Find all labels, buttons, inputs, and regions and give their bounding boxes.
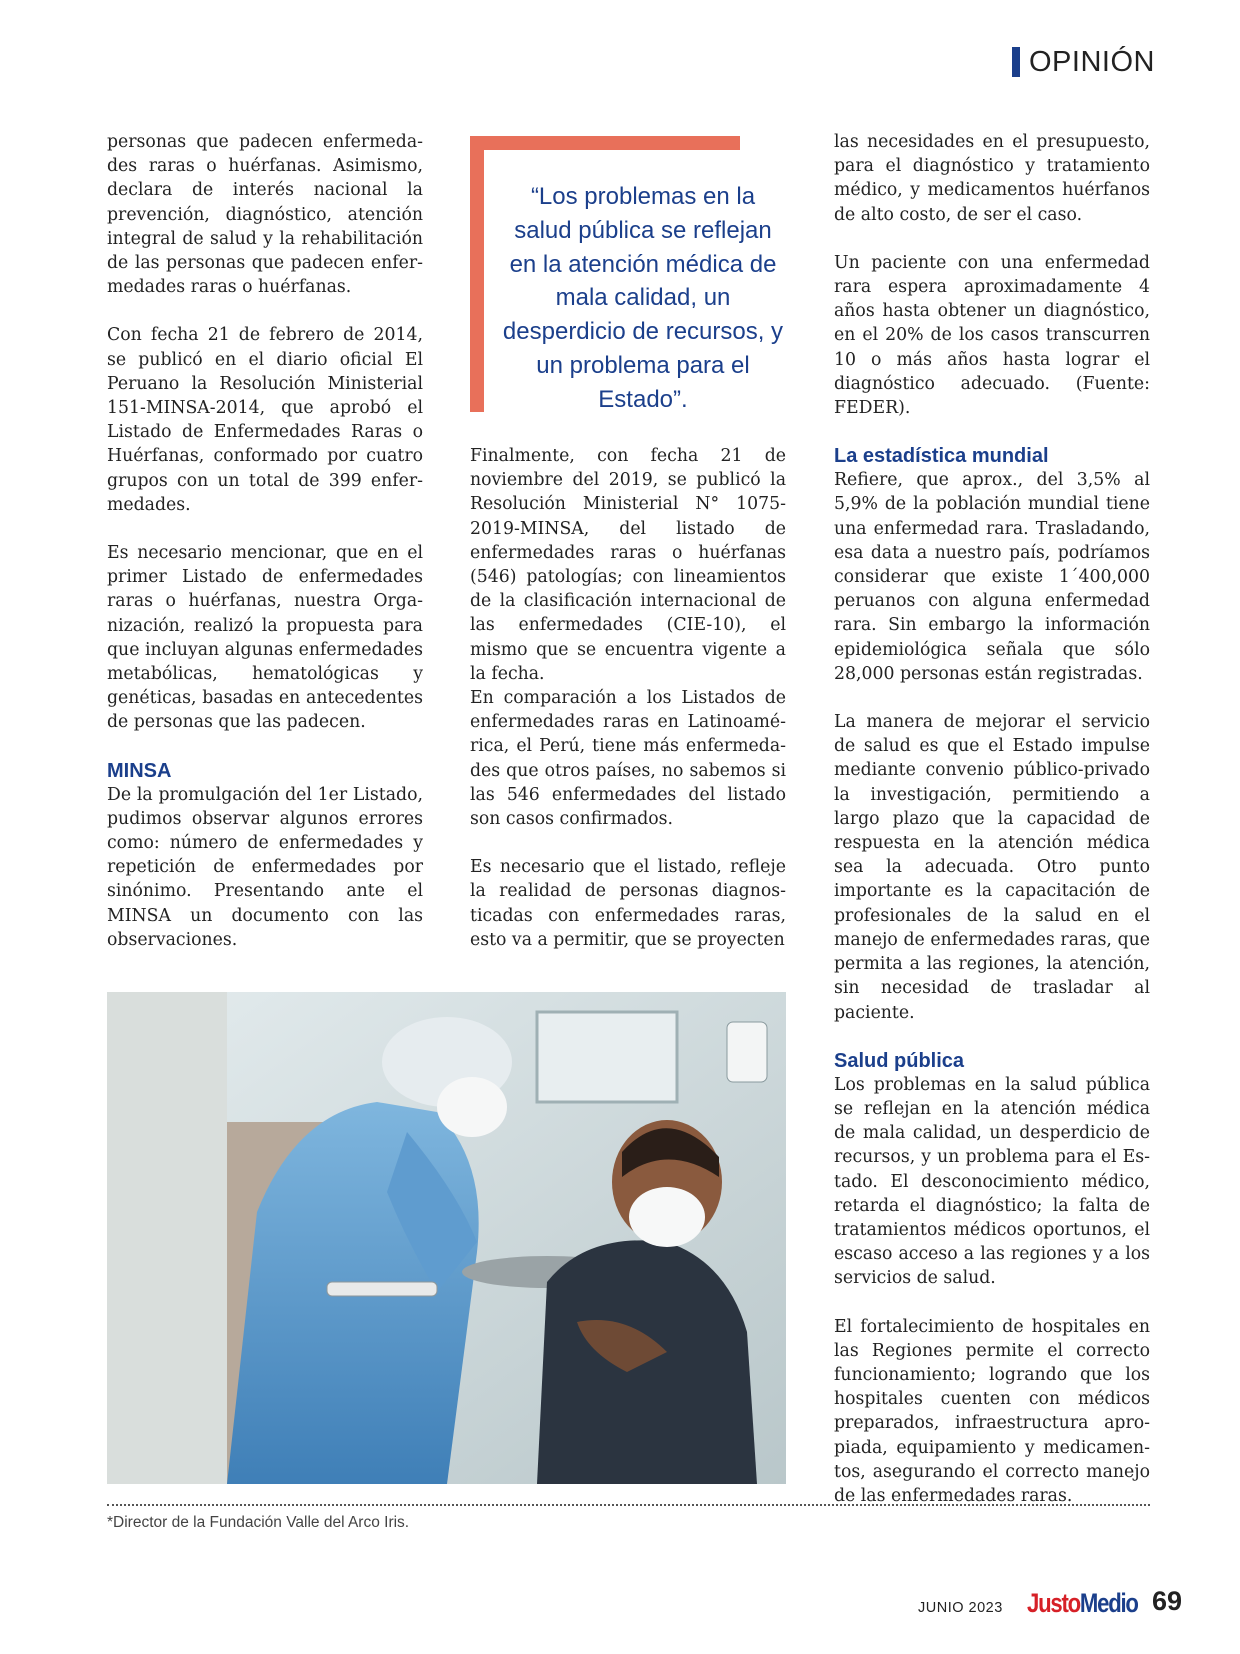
section-label: OPINIÓN (1029, 45, 1155, 78)
logo-part-2: Medio (1079, 1588, 1138, 1618)
photo-illustration (107, 992, 786, 1484)
magazine-logo (1027, 1588, 1138, 1619)
logo-part-1: Justo (1027, 1588, 1080, 1618)
paragraph: De la promulgación del 1er Listado, pudimos observar algunos errores como: número de enfermedades y repetición de enfermedades por sinónimo. Presentando ante el MINSA un documento con las observaciones. (107, 784, 423, 950)
page-number: 69 (1152, 1586, 1183, 1616)
footnote-divider (107, 1504, 1150, 1506)
paragraph: En comparación a los Listados de enfermedades raras en Latinoamérica, el Perú, tiene más enfermedades que otros países, no sabemos si las 546 enfermedades del listado son casos confirmados. (470, 688, 786, 830)
column-left (107, 130, 423, 976)
paragraph: Es necesario mencionar, que en el primer Listado de enfermedades raras o huérfanas, nuestra Organización, realizó la propuesta para que incluyan algunas enfermedades metabólicas, hematológicas y genéticas, basadas en antecedentes de personas que las padecen. (107, 543, 423, 733)
paragraph: Es necesario que el listado, refleje la realidad de personas diagnosticadas con enfermedades raras, esto va a permitir, que se proyecten (470, 857, 786, 950)
pull-quote: “Los problemas en la salud pública se reflejan en la atención médica de mala calidad, un desperdicio de recursos, y un problema para el Estado”. (502, 183, 784, 413)
section-accent-bar (1012, 47, 1020, 77)
paragraph: El fortalecimiento de hospitales en las Regiones permite el correcto funcionamiento; logrando que los hospitales cuenten con médicos preparados, infraestructura apropiada, equipamiento y medicamentos, asegurando el correcto manejo de las enfermedades raras. (834, 1316, 1150, 1506)
column-middle (470, 444, 786, 976)
section-tag (1012, 46, 1155, 78)
subheading-minsa: MINSA (107, 759, 172, 782)
paragraph: Refiere, que aprox., del 3,5% al 5,9% de la población mundial tiene una enfermedad rara. Trasladando, esa data a nuestro país, podríamos considerar que existe 1´400,000 peruanos con alguna enfermedad rara. Sin embargo la información epidemiológica señala que sólo 28,000 personas están registradas. (834, 470, 1150, 684)
paragraph: Finalmente, con fecha 21 de noviembre del 2019, se publicó la Resolución Ministerial N° 1075-2019-MINSA, del listado de enfermedades raras o huérfanas (546) patologías; con lineamientos de la clasificación internacional de las enfermedades (CIE-10), el mismo que se encuentra vigente a la fecha. (470, 446, 786, 684)
author-footnote: *Director de la Fundación Valle del Arco Iris. (107, 1514, 410, 1531)
article-photo (107, 992, 786, 1484)
paragraph: Con fecha 21 de febrero de 2014, se publicó en el diario oficial El Peruano la Resolución Ministerial 151-MINSA-2014, que aprobó el Listado de Enfermedades Raras o Huérfanas, conformado por cuatro grupos con un total de 399 enfermedades. (107, 325, 423, 515)
paragraph: personas que padecen enfermedades raras o huérfanas. Asimismo, declara de interés nacional la prevención, diagnóstico, atención integral de salud y la rehabilitación de las personas que padecen enfermedades raras o huérfanas. (107, 132, 423, 298)
paragraph: las necesidades en el presupuesto, para el diagnóstico y tratamiento médico, y medicamentos huérfanos de alto costo, de ser el caso. (834, 132, 1150, 225)
quote-frame-left (470, 136, 484, 412)
subheading-estadistica: La estadística mundial (834, 445, 1049, 468)
paragraph: La manera de mejorar el servicio de salud es que el Estado impulse mediante convenio público-privado la investigación, permitiendo a largo plazo que la capacidad de respuesta en la atención médica sea la adecuada. Otro punto importante es la capacitación de profesionales de la salud en el manejo de enfermedades raras, que permita a las regiones, la atención, sin necesidad de trasladar al paciente. (834, 712, 1150, 1023)
subheading-salud-publica: Salud pública (834, 1049, 965, 1072)
paragraph: Un paciente con una enfermedad rara espera aproximadamente 4 años hasta obtener un diagnóstico, en el 20% de los casos transcurren 10 o más años hasta lograr el diagnóstico adecuado. (Fuente: FEDER). (834, 252, 1150, 419)
issue-date: JUNIO 2023 (918, 1600, 1003, 1616)
paragraph: Los problemas en la salud pública se reflejan en la atención médica de mala calidad, un desperdicio de recursos, y un problema para el Estado. El desconocimiento médico, retarda el diagnóstico; la falta de tratamientos médicos oportunos, el escaso acceso a las regiones y a los servicios de salud. (834, 1074, 1150, 1289)
column-right (834, 130, 1150, 1532)
quote-frame-top (470, 136, 740, 150)
